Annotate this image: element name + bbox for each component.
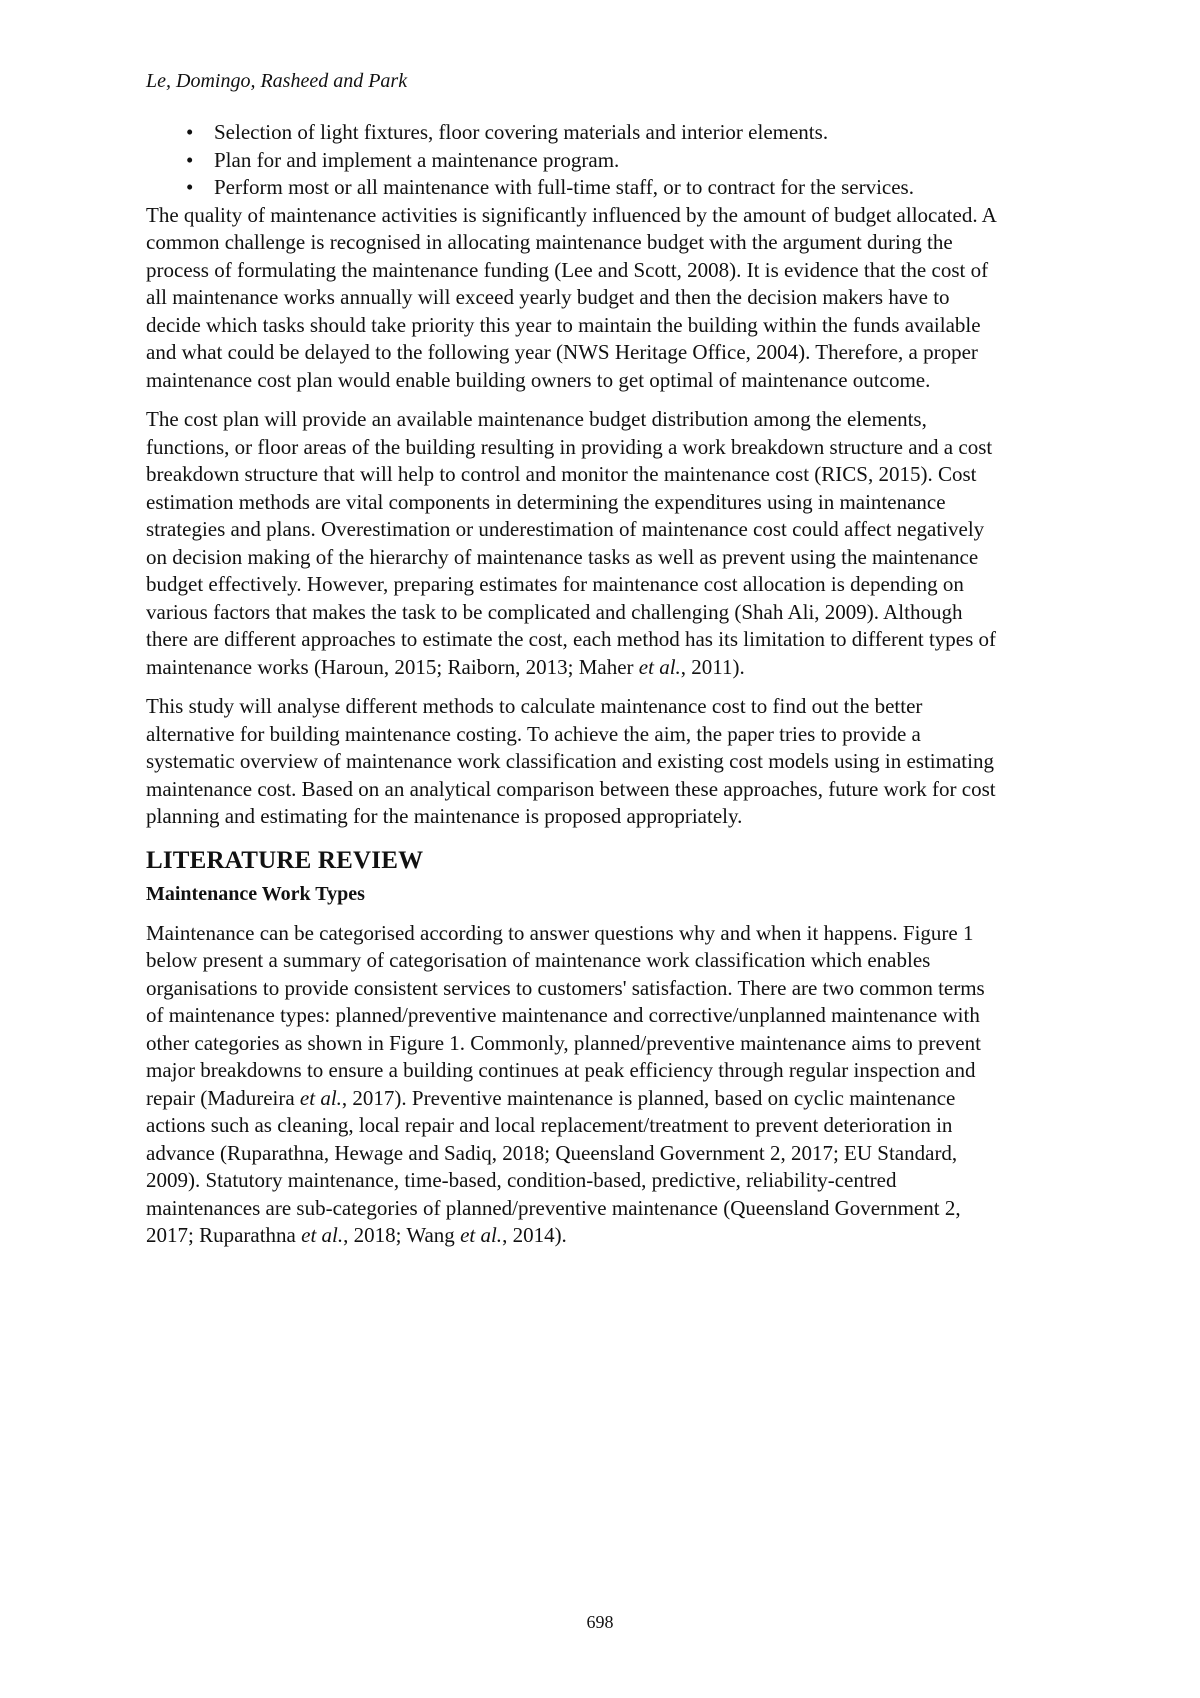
citation-etal: et al. xyxy=(301,1223,344,1247)
paragraph-budget: The quality of maintenance activities is significantly influenced by the amount of budget allocated. A common challenge is recognised in allocating maintenance budget with the argument during the process of formulating the maintenance funding (Lee and Scott, 2008). It is evidence that the cost of all maintenance works annually will exceed yearly budget and then the decision makers have to decide which tasks should take priority this year to maintain the building within the funds available and what could be delayed to the following year (NWS Heritage Office, 2004). Therefore, a proper maintenance cost plan would enable building owners to get optimal of maintenance outcome. xyxy=(146,202,996,392)
section-heading: LITERATURE REVIEW xyxy=(146,846,424,874)
paragraph-study-aim: This study will analyse different methods to calculate maintenance cost to find out the better alternative for building maintenance costing. To achieve the aim, the paper tries to provide a systematic overview of maintenance work classification and existing cost models using in estimating maintenance cost. Based on an analytical comparison between these approaches, future work for cost planning and estimating for the maintenance is proposed appropriately. xyxy=(146,694,996,828)
list-item xyxy=(146,119,1006,147)
paragraph-text: , 2014). xyxy=(502,1223,567,1247)
list-item-text: Perform most or all maintenance with full-time staff, or to contract for the services. xyxy=(214,175,914,199)
paragraph-text: The cost plan will provide an available maintenance budget distribution among the elements, functions, or floor areas of the building resulting in providing a work breakdown structure and a cost breakdown structure that will help to control and monitor the maintenance cost (RICS, 2015). Cost estimation methods are vital components in determining the expenditures using in maintenance strategies and plans. Overestimation or underestimation of maintenance cost could affect negatively on decision making of the hierarchy of maintenance tasks as well as prevent using the maintenance budget effectively. However, preparing estimates for maintenance cost allocation is depending on various factors that makes the task to be complicated and challenging (Shah Ali, 2009). Although there are different approaches to estimate the cost, each method has its limitation to different types of maintenance works (Haroun, 2015; Raiborn, 2013; Maher xyxy=(146,407,997,679)
list-item-text: Selection of light fixtures, floor covering materials and interior elements. xyxy=(214,120,829,144)
paragraph-text: , 2011). xyxy=(680,654,745,679)
citation-etal: et al. xyxy=(299,1085,342,1110)
citation-etal: et al. xyxy=(638,654,681,679)
paragraph-text: , 2017). Preventive maintenance is planned, based on cyclic maintenance actions such as cleaning, local repair and local replacement/treatment to prevent deterioration in advance (Ruparathna, Hewage and Sadiq, 2018; Queensland Government 2, 2017; EU Standard, 2009). Statutory maintenance, time-based, condition-based, predictive, reliability-centred maintenances are sub-categories of planned/preventive maintenance (Queensland Government 2, 2017; Ruparathna xyxy=(146,1085,961,1247)
bullet-icon: • xyxy=(186,120,194,144)
page-body xyxy=(146,60,1006,1250)
paragraph-work-types xyxy=(146,920,1006,1250)
subsection-heading: Maintenance Work Types xyxy=(146,882,365,905)
paragraph-text: Maintenance can be categorised according to answer questions why and when it happens. Figure 1 below present a summary of categorisation of maintenance work classification which enables organisations to provide consistent services to customers' satisfaction. There are two common terms of maintenance types: planned/preventive maintenance and corrective/unplanned maintenance with other categories as shown in Figure 1. Commonly, planned/preventive maintenance aims to prevent major breakdowns to ensure a building continues at peak efficiency through regular inspection and repair (Madureira xyxy=(146,920,985,1110)
running-head: Le, Domingo, Rasheed and Park xyxy=(146,70,408,92)
page-number: 698 xyxy=(586,1612,614,1632)
bullet-list xyxy=(146,119,1006,202)
paragraph-text: , 2018; Wang xyxy=(343,1223,461,1247)
list-item xyxy=(146,174,1006,202)
bullet-icon: • xyxy=(186,147,194,172)
bullet-icon: • xyxy=(186,175,194,199)
list-item-text: Plan for and implement a maintenance program. xyxy=(214,147,620,172)
citation-etal: et al. xyxy=(460,1223,503,1247)
list-item xyxy=(146,147,1006,175)
paragraph-cost-plan xyxy=(146,406,1006,681)
